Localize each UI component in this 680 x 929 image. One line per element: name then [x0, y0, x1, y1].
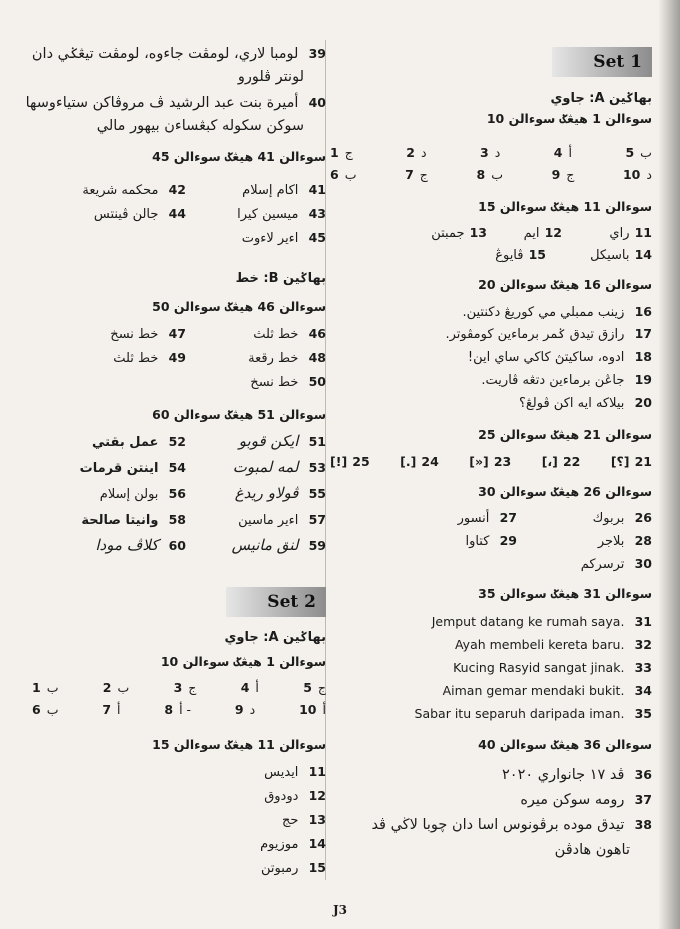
list-item: 52 عمل بقتي: [92, 434, 186, 450]
section-heading-1-10: سوءالن 1 هيڠݢ سوءالن 10: [486, 111, 652, 126]
section-heading-26-30: سوءالن 26 هيڠݢ سوءالن 30: [478, 484, 652, 499]
section-heading-16-20: سوءالن 16 هيڠݢ سوءالن 20: [478, 277, 652, 292]
list-item-continuation: لونتر ڤلورو: [237, 69, 304, 85]
list-item: Aiman gemar mendaki bukit. 34: [442, 683, 652, 698]
answer-letter: ج: [566, 167, 575, 182]
answer-letter: أ: [568, 145, 572, 160]
list-item: 55 ڤولاو ريدغ: [234, 484, 326, 502]
list-item: 46 خط ثلث: [253, 326, 326, 342]
list-item: 40 أميرة بنت عبد الرشيد ڤ مروڤاكن ستياءوسها: [25, 95, 326, 111]
answer-number: 3: [173, 680, 183, 695]
list-item: 60 كلاڤ مودا: [95, 536, 186, 554]
answer-number: 4: [240, 680, 250, 695]
answer-grid-row: [32, 680, 326, 695]
list-item: 48 خط رقعة: [248, 350, 326, 366]
section-heading-51-60: سوءالن 51 هيڠݢ سوءالن 60: [152, 407, 326, 422]
list-item: 16 زينب ممبلي مي كوريڠ دكنتين.: [462, 304, 652, 320]
answer-letter: ب: [46, 680, 59, 695]
list-item: 17 رازق تيدق ݢمر برماءين كومڤوتر.: [445, 326, 652, 342]
answer-grid-cell: [476, 167, 502, 182]
list-item: 13 جمبتن: [431, 225, 487, 241]
list-item: 57 اءير ماسين: [238, 512, 326, 528]
list-item: 21 [؟]: [610, 454, 652, 469]
answer-grid-cell: [625, 145, 651, 160]
answer-number: 5: [303, 680, 312, 695]
answer-letter: ج: [344, 145, 353, 160]
list-item: 37 رومه سوكن ميره: [520, 792, 652, 808]
list-item: Ayah membeli kereta baru. 32: [454, 637, 652, 652]
answer-number: 2: [406, 145, 415, 160]
list-item: 12 ايم: [523, 225, 562, 241]
list-item: 45 اءير لاءوت: [241, 230, 326, 246]
list-item: Sabar itu separuh daripada iman. 35: [414, 706, 652, 721]
answer-grid-cell: [102, 702, 120, 717]
answer-letter: ب: [46, 702, 59, 717]
list-item: 39 لومبا لاري، لومڤت جاءوه، لومڤت تيڠݢي دان: [31, 46, 326, 62]
section-heading-41-45: سوءالن 41 هيڠݢ سوءالن 45: [152, 149, 326, 164]
list-item: 26 بربوك: [592, 510, 652, 526]
list-item: 49 خط ثلث: [113, 350, 186, 366]
answer-grid-cell: [552, 167, 575, 182]
answer-grid-row: [32, 702, 326, 717]
list-item: 50 خط نسخ: [250, 374, 326, 390]
section-heading-1-10: سوءالن 1 هيڠݢ سوءالن 10: [160, 654, 326, 669]
answer-letter: ب: [344, 167, 357, 182]
list-item: 54 اينتن قرمات: [79, 460, 186, 476]
answer-number: 10: [622, 167, 641, 182]
list-item: 27 أنسور: [457, 510, 517, 526]
answer-number: 8: [164, 702, 174, 717]
answer-grid-cell: [174, 680, 197, 695]
list-item: 53 لمه لمبوت: [232, 458, 326, 476]
section-heading-31-35: سوءالن 31 هيڠݢ سوءالن 35: [478, 586, 652, 601]
answer-number: 9: [234, 702, 244, 717]
answer-grid-cell: [241, 680, 259, 695]
set-1-label: Set 1: [552, 47, 652, 77]
answer-letter: د: [420, 145, 427, 160]
list-item: 11 ايديس: [264, 764, 326, 780]
list-item: 43 ميسين كيرا: [237, 206, 326, 222]
answer-number: 3: [480, 145, 489, 160]
answer-grid-cell: [406, 145, 426, 160]
answer-grid-cell: [405, 167, 428, 182]
set-2-label: Set 2: [226, 587, 326, 617]
answer-grid-cell: [32, 702, 58, 717]
list-item: 28 بلاجر: [597, 533, 652, 549]
answer-number: 4: [553, 145, 563, 160]
answer-letter: ج: [317, 680, 326, 695]
list-item: 41 اكام إسلام: [242, 182, 326, 198]
part-b-heading: بهاݢين B: خط: [235, 271, 326, 286]
answer-grid-cell: [554, 145, 572, 160]
list-item: 59 لنق مانيس: [231, 536, 326, 554]
list-item: Kucing Rasyid sangat jinak. 33: [453, 660, 652, 675]
answer-letter: د: [646, 167, 652, 182]
list-item: 36 ڤد ١٧ جانواري ٢٠٢٠: [502, 767, 652, 783]
list-item: 23 [«]: [469, 454, 512, 469]
list-item-continuation: سوكن سكوله كبڠساءن بيهور مالي: [96, 118, 304, 134]
list-item: 25 [!]: [330, 454, 370, 469]
answer-number: 10: [299, 702, 317, 717]
answer-number: 6: [32, 702, 41, 717]
punctuation-row: [330, 452, 652, 470]
answer-letter: ب: [117, 680, 130, 695]
list-item: 22 [،]: [541, 454, 581, 469]
answer-number: 2: [102, 680, 112, 695]
list-item: 12 دودوق: [264, 788, 326, 804]
answer-letter: أ -: [179, 702, 192, 717]
answer-grid-cell: [32, 680, 58, 695]
answer-grid-cell: [330, 167, 356, 182]
answer-grid-row: [330, 145, 652, 160]
answer-letter: د: [249, 702, 256, 717]
answer-number: 5: [625, 145, 635, 160]
part-a-heading: بهاݢين A: جاوي: [224, 630, 326, 645]
answer-grid-cell: [623, 167, 652, 182]
answer-number: 6: [330, 167, 339, 182]
answer-grid-cell: [235, 702, 255, 717]
list-item: 38 تيدق موده برڤونوس اسا دان چوبا لاڬي ڤد: [371, 817, 652, 833]
list-item: 19 جاڠن برماءين دتڠه ڤاريت.: [481, 372, 652, 388]
list-item: 20 بيلاكه ايه اكن ڤولڠ؟: [518, 395, 652, 411]
part-a-heading: بهاݢين A: جاوي: [550, 91, 652, 106]
list-item: Jemput datang ke rumah saya. 31: [431, 614, 652, 629]
section-heading-36-40: سوءالن 36 هيڠݢ سوءالن 40: [478, 737, 652, 752]
list-item: 18 ادوه، ساكيتڽ كاكي ساي اين!: [467, 349, 652, 365]
section-heading-11-15: سوءالن 11 هيڠݢ سوءالن 15: [152, 737, 326, 752]
list-item: 56 بولن إسلام: [99, 486, 186, 502]
answer-letter: د: [494, 145, 501, 160]
answer-letter: ب: [640, 145, 652, 160]
answer-grid-cell: [103, 680, 129, 695]
list-item: 51 ايكن قوبو: [238, 432, 326, 450]
list-item: 42 محكمه شريعة: [82, 182, 186, 198]
answer-grid-cell: [299, 702, 326, 717]
page-edge-shadow: [658, 0, 680, 929]
list-item-continuation: تاهون هادڤن: [554, 842, 630, 858]
answer-number: 1: [32, 680, 41, 695]
page-number: J3: [332, 903, 348, 917]
answer-letter: أ: [322, 702, 326, 717]
answer-number: 7: [405, 167, 414, 182]
answer-letter: ج: [419, 167, 428, 182]
section-heading-21-25: سوءالن 21 هيڠݢ سوءالن 25: [478, 427, 652, 442]
list-item: 15 رمبوتن: [261, 860, 326, 876]
answer-letter: ب: [491, 167, 503, 182]
answer-letter: أ: [117, 702, 121, 717]
answer-letter: ج: [188, 680, 197, 695]
list-item: 29 كتاوا: [465, 533, 517, 549]
answer-letter: أ: [255, 680, 259, 695]
list-item: 14 موزيوم: [260, 836, 326, 852]
answer-grid-cell: [330, 145, 353, 160]
list-item: 15 ڤايوڠ: [495, 247, 546, 263]
answer-number: 8: [476, 167, 486, 182]
right-column: [330, 0, 652, 900]
answer-number: 9: [551, 167, 561, 182]
left-column: [4, 0, 326, 900]
section-heading-46-50: سوءالن 46 هيڠݢ سوءالن 50: [152, 299, 326, 314]
list-row: 11 راي: [609, 225, 652, 241]
answer-number: 7: [102, 702, 112, 717]
answer-grid-cell: [480, 145, 500, 160]
list-item: 47 خط نسخ: [110, 326, 186, 342]
answer-grid-cell: [164, 702, 191, 717]
answer-grid-cell: [303, 680, 326, 695]
answer-grid-row: [330, 167, 652, 182]
list-item: 30 ترسركم: [580, 556, 652, 572]
list-item: 24 [.]: [400, 454, 439, 469]
list-item: 44 جالن ڤينتس: [93, 206, 186, 222]
answer-number: 1: [330, 145, 339, 160]
section-heading-11-15: سوءالن 11 هيڠݢ سوءالن 15: [478, 199, 652, 214]
list-item: 58 وانيتا صالحة: [81, 512, 186, 528]
list-item: 13 حج: [281, 812, 326, 828]
list-item: 14 باسيكل: [590, 247, 652, 263]
